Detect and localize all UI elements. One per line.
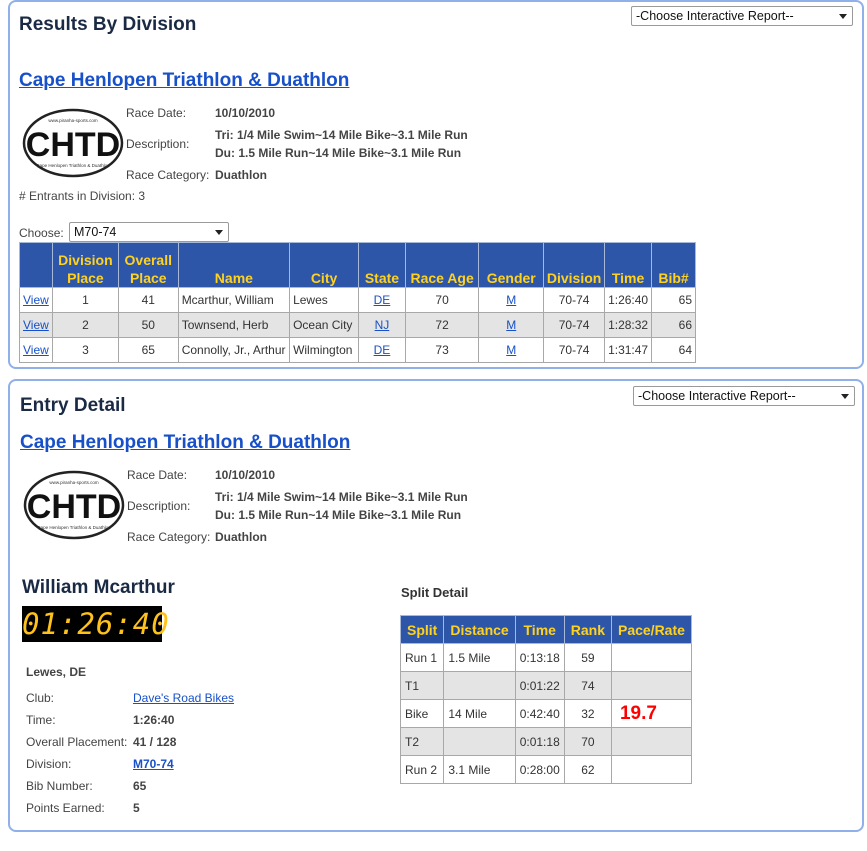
- cell-split: T1: [401, 672, 444, 700]
- cell-split: Run 2: [401, 756, 444, 784]
- state-link[interactable]: DE: [373, 293, 391, 307]
- cell-split: Bike: [401, 700, 444, 728]
- category-value: Duathlon: [215, 530, 267, 544]
- chevron-down-icon: [839, 14, 847, 19]
- header-pace-rate: Pace/Rate: [611, 616, 691, 644]
- header-bib: Bib#: [652, 243, 696, 288]
- svg-text:www.piranha-sports.com: www.piranha-sports.com: [49, 480, 99, 485]
- table-row: [20, 313, 696, 338]
- cell-bib: 64: [652, 338, 696, 363]
- overall-placement-value: 41 / 128: [133, 735, 177, 749]
- split-detail-table: [400, 615, 692, 784]
- header-view: [20, 243, 53, 288]
- race-date-value: 10/10/2010: [215, 468, 276, 482]
- club-label: Club:: [26, 691, 55, 705]
- cell-bib: 66: [652, 313, 696, 338]
- cell-division-place: 1: [52, 288, 118, 313]
- overall-placement-label: Overall Placement:: [26, 735, 128, 749]
- division-select[interactable]: M70-74: [69, 222, 229, 242]
- table-row: [401, 672, 692, 700]
- club-link[interactable]: Dave's Road Bikes: [133, 691, 235, 705]
- finish-time-clock: 01:26:40: [22, 607, 170, 641]
- interactive-report-select[interactable]: -Choose Interactive Report--: [631, 6, 853, 26]
- race-logo: [22, 108, 124, 178]
- cell-rank: 74: [564, 672, 611, 700]
- table-row: [401, 728, 692, 756]
- cell-division: 70-74: [544, 338, 605, 363]
- race-date-value: 10/10/2010: [215, 106, 276, 120]
- bib-number-value: 65: [133, 779, 147, 793]
- gender-link[interactable]: M: [506, 318, 517, 332]
- description-line-1: Tri: 1/4 Mile Swim~14 Mile Bike~3.1 Mile Run: [215, 490, 468, 504]
- cell-split: T2: [401, 728, 444, 756]
- header-name: Name: [178, 243, 289, 288]
- table-header-row: [20, 243, 696, 288]
- bib-number-label: Bib Number:: [26, 779, 93, 793]
- cell-pace: [611, 644, 691, 672]
- header-distance: Distance: [444, 616, 515, 644]
- cell-city: Ocean City: [290, 313, 359, 338]
- view-link[interactable]: View: [23, 343, 49, 357]
- description-label: Description:: [127, 499, 191, 513]
- category-value: Duathlon: [215, 168, 267, 182]
- cell-distance: [444, 728, 515, 756]
- table-row: [401, 700, 692, 728]
- state-link[interactable]: DE: [373, 343, 391, 357]
- cell-pace: 19.7: [611, 700, 691, 728]
- header-state: State: [359, 243, 406, 288]
- cell-distance: 14 Mile: [444, 700, 515, 728]
- cell-race-age: 73: [405, 338, 478, 363]
- table-row: [401, 644, 692, 672]
- cell-time: 0:01:18: [515, 728, 564, 756]
- header-time: Time: [605, 243, 652, 288]
- panel-title: Entry Detail: [20, 395, 126, 416]
- cell-distance: 1.5 Mile: [444, 644, 515, 672]
- cell-time: 0:42:40: [515, 700, 564, 728]
- cell-city: Lewes: [290, 288, 359, 313]
- cell-name: Mcarthur, William: [178, 288, 289, 313]
- header-division: Division: [544, 243, 605, 288]
- time-label: Time:: [26, 713, 56, 727]
- choose-label: Choose:: [19, 226, 64, 240]
- race-date-label: Race Date:: [127, 468, 188, 482]
- description-line-2: Du: 1.5 Mile Run~14 Mile Bike~3.1 Mile Run: [215, 508, 462, 522]
- table-row: [401, 756, 692, 784]
- description-line-2: Du: 1.5 Mile Run~14 Mile Bike~3.1 Mile Run: [215, 146, 462, 160]
- cell-division-place: 2: [52, 313, 118, 338]
- cell-distance: [444, 672, 515, 700]
- cell-pace: [611, 728, 691, 756]
- header-division-place: Division Place: [52, 243, 118, 288]
- cell-distance: 3.1 Mile: [444, 756, 515, 784]
- division-results-table: [19, 242, 696, 363]
- svg-text:Cape Henlopen Triathlon & Duat: Cape Henlopen Triathlon & Duathlon: [37, 525, 111, 530]
- entrants-count: # Entrants in Division: 3: [19, 189, 146, 203]
- cell-overall-place: 41: [118, 288, 178, 313]
- state-link[interactable]: NJ: [374, 318, 390, 332]
- race-logo: [23, 470, 125, 540]
- cell-bib: 65: [652, 288, 696, 313]
- cell-race-age: 70: [405, 288, 478, 313]
- cell-rank: 59: [564, 644, 611, 672]
- division-label: Division:: [26, 757, 72, 771]
- race-name-link[interactable]: Cape Henlopen Triathlon & Duathlon: [19, 70, 350, 91]
- cell-rank: 62: [564, 756, 611, 784]
- cell-division: 70-74: [544, 288, 605, 313]
- svg-text:www.piranha-sports.com: www.piranha-sports.com: [48, 118, 98, 123]
- cell-time: 1:26:40: [605, 288, 652, 313]
- table-row: [20, 288, 696, 313]
- chevron-down-icon: [215, 230, 223, 235]
- cell-time: 0:28:00: [515, 756, 564, 784]
- split-detail-title: Split Detail: [401, 585, 469, 600]
- interactive-report-select[interactable]: -Choose Interactive Report--: [633, 386, 855, 406]
- view-link[interactable]: View: [23, 293, 49, 307]
- table-row: [20, 338, 696, 363]
- category-label: Race Category:: [127, 530, 211, 544]
- cell-division: 70-74: [544, 313, 605, 338]
- cell-name: Connolly, Jr., Arthur: [178, 338, 289, 363]
- division-link[interactable]: M70-74: [133, 757, 174, 771]
- cell-pace: [611, 672, 691, 700]
- category-label: Race Category:: [126, 168, 210, 182]
- cell-time: 1:28:32: [605, 313, 652, 338]
- cell-time: 0:13:18: [515, 644, 564, 672]
- cell-name: Townsend, Herb: [178, 313, 289, 338]
- cell-rank: 70: [564, 728, 611, 756]
- cell-race-age: 72: [405, 313, 478, 338]
- race-date-label: Race Date:: [126, 106, 187, 120]
- points-earned-label: Points Earned:: [26, 801, 105, 815]
- cell-split: Run 1: [401, 644, 444, 672]
- svg-text:Cape Henlopen Triathlon & Duat: Cape Henlopen Triathlon & Duathlon: [36, 163, 110, 168]
- time-value: 1:26:40: [133, 713, 175, 727]
- cell-overall-place: 65: [118, 338, 178, 363]
- header-time: Time: [515, 616, 564, 644]
- svg-text:CHTD: CHTD: [26, 488, 122, 526]
- cell-rank: 32: [564, 700, 611, 728]
- view-link[interactable]: View: [23, 318, 49, 332]
- header-overall-place: Overall Place: [118, 243, 178, 288]
- cell-time: 1:31:47: [605, 338, 652, 363]
- cell-pace: [611, 756, 691, 784]
- header-gender: Gender: [479, 243, 544, 288]
- points-earned-value: 5: [133, 801, 140, 815]
- table-header-row: [401, 616, 692, 644]
- cell-overall-place: 50: [118, 313, 178, 338]
- description-line-1: Tri: 1/4 Mile Swim~14 Mile Bike~3.1 Mile Run: [215, 128, 468, 142]
- cell-city: Wilmington: [290, 338, 359, 363]
- description-label: Description:: [126, 137, 190, 151]
- athlete-name: William Mcarthur: [22, 577, 175, 598]
- header-split: Split: [401, 616, 444, 644]
- header-city: City: [290, 243, 359, 288]
- race-name-link[interactable]: Cape Henlopen Triathlon & Duathlon: [20, 432, 351, 453]
- header-race-age: Race Age: [405, 243, 478, 288]
- cell-division-place: 3: [52, 338, 118, 363]
- cell-time: 0:01:22: [515, 672, 564, 700]
- athlete-location: Lewes, DE: [26, 665, 87, 679]
- header-rank: Rank: [564, 616, 611, 644]
- panel-title: Results By Division: [19, 14, 197, 35]
- chevron-down-icon: [841, 394, 849, 399]
- svg-text:CHTD: CHTD: [25, 126, 121, 164]
- gender-link[interactable]: M: [506, 293, 517, 307]
- gender-link[interactable]: M: [506, 343, 517, 357]
